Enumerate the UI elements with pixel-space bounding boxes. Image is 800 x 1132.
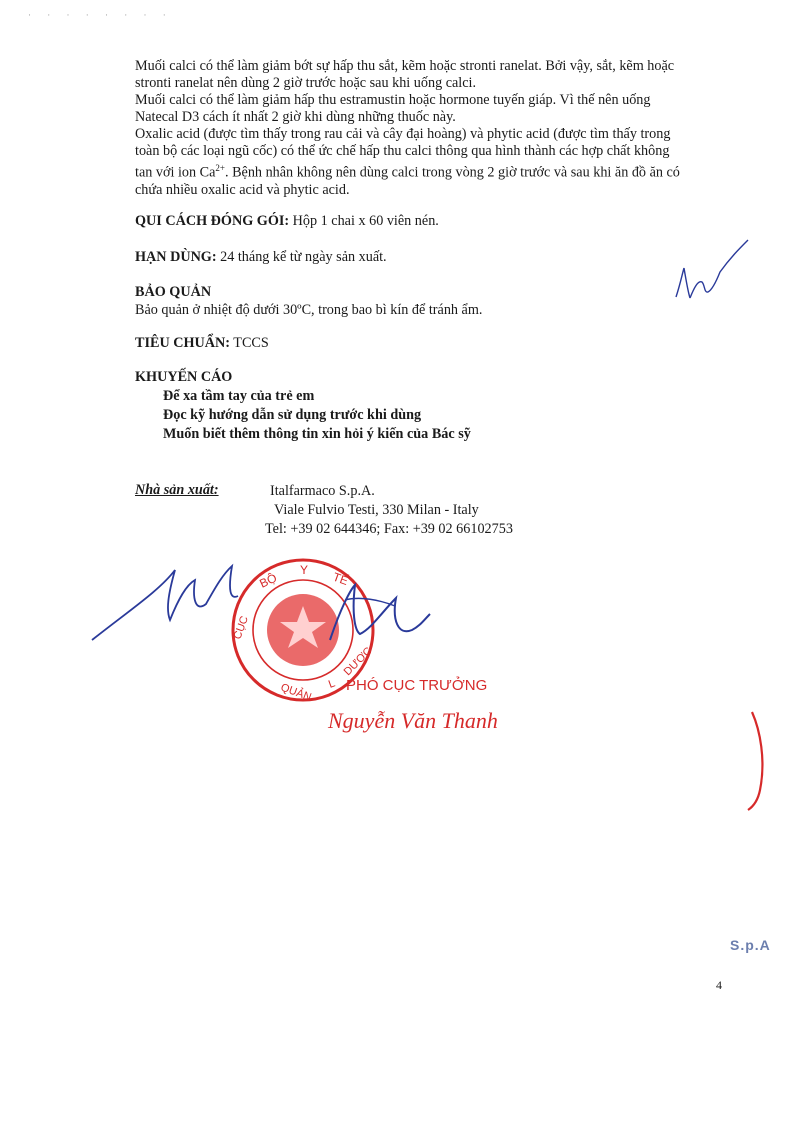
- svg-text:QUẢN: QUẢN: [278, 681, 313, 704]
- manufacturer-label: Nhà sản xuất:: [135, 482, 219, 498]
- svg-text:BỘ: BỘ: [257, 570, 279, 591]
- warnings-label: KHUYẾN CÁO: [135, 369, 233, 385]
- storage-value: Bảo quản ở nhiệt độ dưới 30ºC, trong bao bì kín để tránh ẩm.: [135, 302, 483, 318]
- manufacturer-address: Viale Fulvio Testi, 330 Milan - Italy: [274, 502, 479, 518]
- text-line: stronti ranelat nên dùng 2 giờ trước hoặc sau khi uống calci.: [135, 75, 477, 91]
- margin-initials: [676, 240, 748, 298]
- packaging-value: Hộp 1 chai x 60 viên nén.: [289, 213, 439, 229]
- standard-value: TCCS: [229, 335, 269, 351]
- signature-title: PHÓ CỤC TRƯỞNG: [346, 677, 488, 694]
- text-line: Natecal D3 cách ít nhất 2 giờ khi dùng những thuốc này.: [135, 109, 456, 125]
- text-line: Muối calci có thể làm giảm hấp thu estramustin hoặc hormone tuyến giáp. Vì thế nên uống: [135, 92, 651, 108]
- text-fragment: . Bệnh nhân không nên dùng calci trong vòng 2 giờ trước và sau khi ăn đồ ăn có: [224, 164, 680, 181]
- svg-text:L: L: [326, 677, 337, 691]
- storage-label: BẢO QUẢN: [135, 284, 212, 300]
- svg-text:TẾ: TẾ: [330, 569, 351, 589]
- svg-text:CỤC: CỤC: [231, 614, 251, 642]
- standard-label: TIÊU CHUẨN:: [135, 335, 230, 351]
- text-fragment: tan với ion Ca: [135, 164, 216, 181]
- signature-name: Nguyễn Văn Thanh: [328, 708, 498, 733]
- corner-stamp-mark: S.p.A: [730, 937, 771, 953]
- manufacturer-name: Italfarmaco S.p.A.: [270, 483, 375, 499]
- warning-item: Để xa tầm tay của trẻ em: [163, 388, 315, 404]
- warning-item: Đọc kỹ hướng dẫn sử dụng trước khi dùng: [163, 407, 422, 423]
- text-line: toàn bộ các loại ngũ cốc) có thể ức chế hấp thu calci thông qua hình thành các hợp chất không: [135, 143, 670, 159]
- text-line: chứa nhiều oxalic acid và phytic acid.: [135, 181, 350, 198]
- text-line: Muối calci có thể làm giảm bớt sự hấp thu sắt, kẽm hoặc stronti ranelat. Bởi vậy, sắt, kẽm hoặc: [135, 58, 675, 74]
- shelf-life-label: HẠN DÙNG:: [135, 249, 217, 265]
- shelf-life-value: 24 tháng kể từ ngày sản xuất.: [216, 249, 387, 265]
- ion-charge: 2+: [215, 163, 225, 173]
- warning-item: Muốn biết thêm thông tin xin hỏi ý kiến của Bác sỹ: [163, 426, 471, 442]
- margin-bracket: [748, 712, 762, 810]
- text-line: Oxalic acid (được tìm thấy trong rau cải và cây đại hoàng) và phytic acid (được tìm thấy trong: [135, 126, 671, 142]
- scan-artifact: · · · · · · · ·: [28, 10, 173, 20]
- page-number: 4: [716, 978, 722, 992]
- svg-text:DƯỢC: DƯỢC: [341, 645, 375, 679]
- packaging-label: QUI CÁCH ĐÓNG GÓI:: [135, 213, 290, 229]
- svg-text:Y: Y: [300, 563, 309, 577]
- manufacturer-phone: Tel: +39 02 644346; Fax: +39 02 66102753: [265, 521, 513, 537]
